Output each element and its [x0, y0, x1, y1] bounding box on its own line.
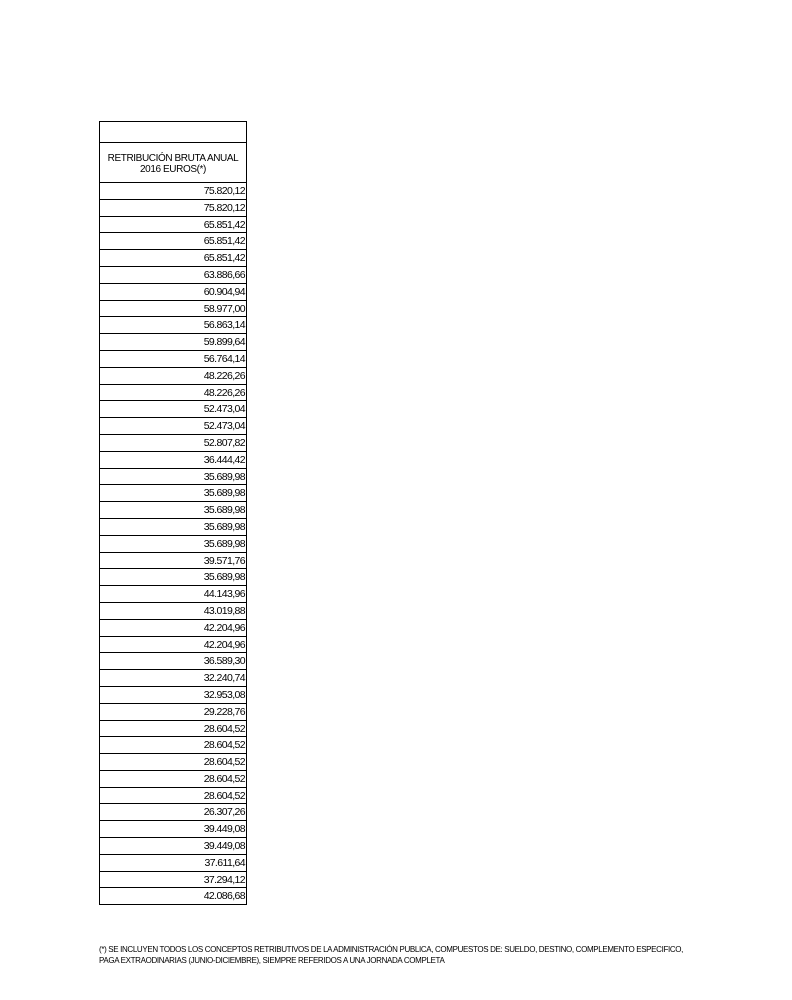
table-row: 28.604,52: [100, 737, 246, 754]
table-row: 65.851,42: [100, 217, 246, 234]
footnote: (*) SE INCLUYEN TODOS LOS CONCEPTOS RETRIBUTIVOS DE LA ADMINISTRACIÓN PUBLICA, COMPUESTOS DE: SUELDO, DESTINO, COMPLEMENTO ESPECIFICO, PAGA EXTRAODINARIAS (JUNIO-DICIEMBRE), SIEMPRE REFERIDOS A UNA JORNADA COMPLETA: [99, 945, 684, 965]
table-row: 39.571,76: [100, 553, 246, 570]
table-row: 28.604,52: [100, 754, 246, 771]
table-row: 39.449,08: [100, 838, 246, 855]
table-row: 48.226,26: [100, 368, 246, 385]
table-row: 58.977,00: [100, 301, 246, 318]
table-row: 28.604,52: [100, 771, 246, 788]
table-row: 42.204,96: [100, 620, 246, 637]
table-row: 39.449,08: [100, 821, 246, 838]
table-row: 32.953,08: [100, 687, 246, 704]
table-row: 35.689,98: [100, 536, 246, 553]
table-row: 37.294,12: [100, 872, 246, 889]
table-row: 59.899,64: [100, 334, 246, 351]
table-row: 26.307,26: [100, 804, 246, 821]
table-row: 56.764,14: [100, 351, 246, 368]
table-row: 36.444,42: [100, 452, 246, 469]
table-row: 35.689,98: [100, 502, 246, 519]
table-row: 65.851,42: [100, 250, 246, 267]
table-row: 63.886,66: [100, 267, 246, 284]
table-row: 52.473,04: [100, 418, 246, 435]
table-row: 65.851,42: [100, 233, 246, 250]
table-row: 48.226,26: [100, 385, 246, 402]
table-row: 28.604,52: [100, 788, 246, 805]
table-row: 29.228,76: [100, 704, 246, 721]
table-row: 32.240,74: [100, 670, 246, 687]
table-row: 42.204,96: [100, 637, 246, 654]
table-row: 52.473,04: [100, 401, 246, 418]
value-rows: [100, 183, 246, 905]
table-row: 36.589,30: [100, 653, 246, 670]
table-row: 44.143,96: [100, 586, 246, 603]
column-header: RETRIBUCIÓN BRUTA ANUAL 2016 EUROS(*): [100, 143, 246, 183]
table-row: 75.820,12: [100, 183, 246, 200]
table-row: 52.807,82: [100, 435, 246, 452]
table-row: 75.820,12: [100, 200, 246, 217]
table-row: 56.863,14: [100, 317, 246, 334]
salary-table: [99, 121, 247, 905]
table-row: 35.689,98: [100, 519, 246, 536]
table-row: 28.604,52: [100, 721, 246, 738]
table-row: 35.689,98: [100, 485, 246, 502]
table-row: 35.689,98: [100, 569, 246, 586]
table-row: 35.689,98: [100, 469, 246, 486]
table-blank-header-row: [100, 121, 246, 143]
table-row: 43.019,88: [100, 603, 246, 620]
table-row: 42.086,68: [100, 888, 246, 905]
table-row: 60.904,94: [100, 284, 246, 301]
table-row: 37.611,64: [100, 855, 246, 872]
